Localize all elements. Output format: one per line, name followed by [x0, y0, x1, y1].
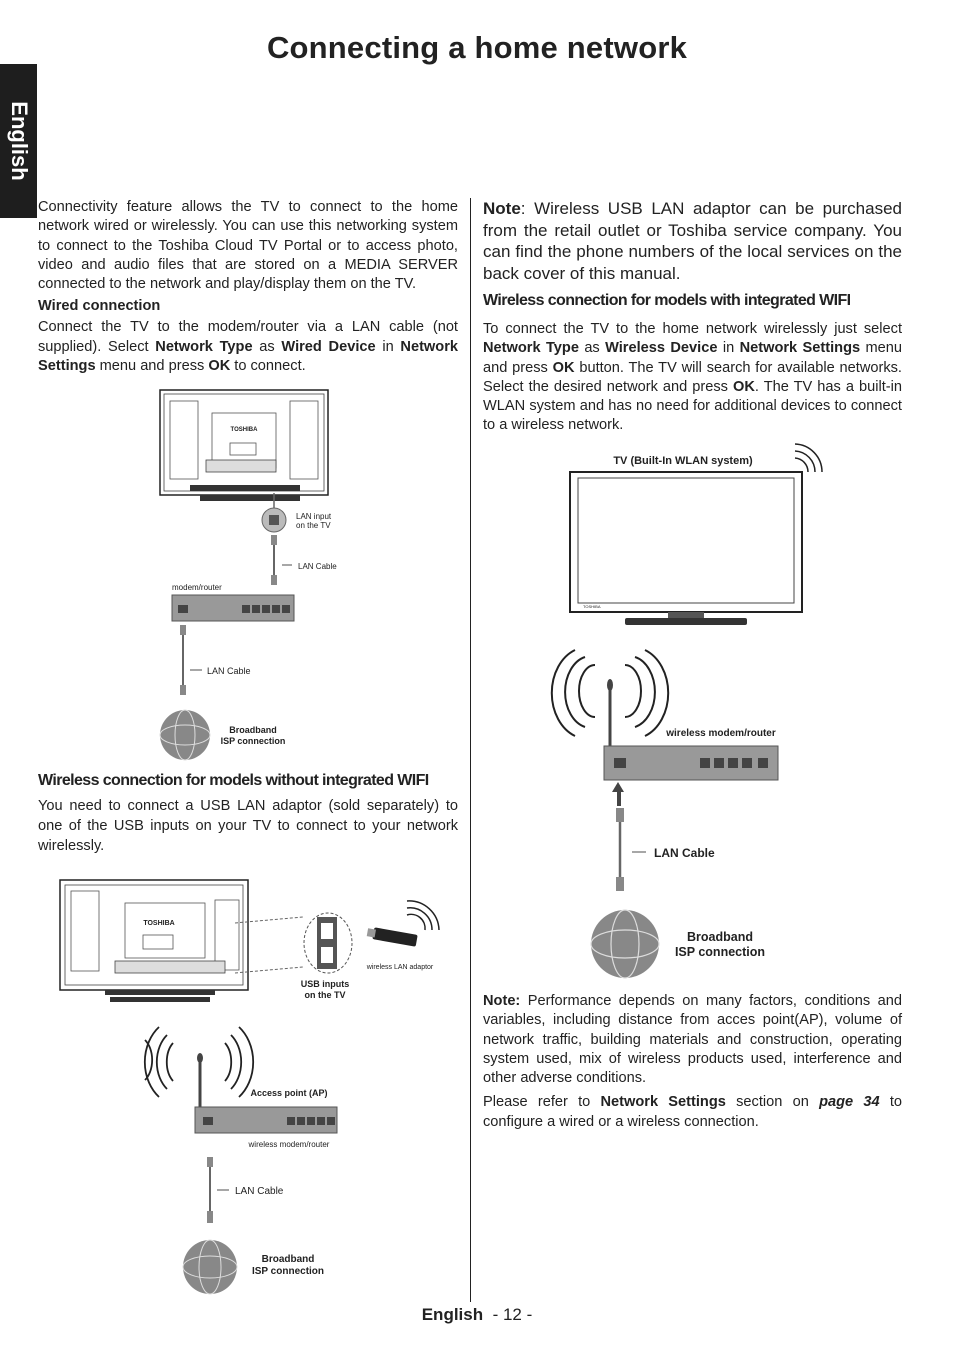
broadband-label: Broadband — [261, 1254, 315, 1265]
lan-cable — [612, 782, 624, 891]
globe-icon — [183, 1240, 237, 1294]
tv-brand-label: TOSHIBA — [230, 427, 258, 433]
usb-inputs-label-2: on the TV — [304, 990, 346, 1000]
wireless-without-wifi-heading: Wireless connection for models without integrated WIFI — [38, 772, 429, 789]
lan-cable-label: LAN Cable — [235, 1186, 284, 1197]
modem-router-label: modem/router — [172, 583, 222, 592]
right-column-lower — [483, 992, 902, 1132]
refer-paragraph: Please refer to Network Settings section on page 34 to configure a wired or a wireless connection. — [483, 1094, 902, 1130]
lan-cable-top-label: LAN Cable — [298, 562, 337, 571]
access-point-label: Access point (AP) — [250, 1088, 328, 1098]
lan-input-label-2: on the TV — [296, 521, 331, 530]
isp-connection-label: ISP connection — [220, 736, 286, 746]
tv-front-illustration — [570, 472, 802, 625]
wired-paragraph: Connect the TV to the modem/router via a LAN cable (not supplied). Select Network Type as Wired Device in Network Settings menu and press OK to connect. — [38, 319, 458, 375]
page-title: Connecting a home network — [266, 30, 688, 65]
wired-connection-diagram — [150, 385, 340, 765]
lan-cable-bottom — [180, 625, 186, 695]
modem-router-illustration — [172, 595, 294, 621]
wireless-with-wifi-heading: Wireless connection for models with integrated WIFI — [483, 292, 851, 309]
right-column — [483, 198, 902, 436]
wireless-lan-adaptor-label: wireless LAN adaptor — [366, 964, 434, 971]
wireless-modem-label: wireless modem/router — [666, 728, 776, 739]
broadband-label: Broadband — [687, 930, 753, 944]
isp-connection-label: ISP connection — [251, 1266, 325, 1277]
lan-input-label: LAN input — [296, 512, 332, 521]
wireless-adaptor-diagram — [55, 875, 455, 1300]
column-divider — [470, 198, 471, 1302]
left-column — [38, 198, 458, 376]
lan-cable-bottom-label: LAN Cable — [207, 666, 251, 676]
lan-cable-top — [271, 535, 277, 585]
wireless-with-wifi-paragraph: To connect the TV to the home network wirelessly just select Network Type as Wireless Device in Network Settings menu and press OK button. The TV will search for available networks. Select the desired network and press OK. The TV has a built-in WLAN system and has no need for additional devices to connect to a wireless network. — [483, 321, 902, 434]
usb-inputs-label: USB inputs — [300, 979, 350, 989]
lan-port-icon — [269, 515, 279, 525]
wireless-modem-illustration — [604, 746, 778, 780]
side-tab-label: English — [6, 101, 32, 181]
wireless-builtin-diagram — [540, 440, 840, 990]
tv-brand-label: TOSHIBA — [143, 920, 175, 927]
tv-brand-label: TOSHIBA — [583, 604, 601, 609]
performance-note-paragraph: Note: Performance depends on many factors, conditions and variables, including distance from acces point(AP), volume of network traffic, building materials and construction, operating system used, mix of wireless products used, interference and other adverse conditions. — [483, 993, 902, 1087]
broadband-label: Broadband — [229, 725, 277, 735]
usb-port-zoom — [304, 913, 352, 973]
wireless-modem-illustration — [195, 1107, 337, 1133]
wired-heading: Wired connection — [38, 298, 161, 315]
left-column-lower — [38, 772, 458, 856]
language-side-tab — [0, 64, 37, 218]
intro-paragraph: Connectivity feature allows the TV to connect to the home network wired or wirelessly. You can use this networking system to connect to the Toshiba Cloud TV Portal or to access photo, video and audio files that are stored on a MEDIA SERVER connected to the network and play/display them on the TV. — [38, 199, 458, 293]
wireless-modem-label: wireless modem/router — [248, 1140, 330, 1149]
note-paragraph: Note: Wireless USB LAN adaptor can be purchased from the retail outlet or Toshiba service company. You can find the phone numbers of the local services on the back cover of this manual. — [483, 199, 902, 283]
usb-adaptor-icon — [367, 901, 439, 947]
wifi-signal-icon — [795, 444, 822, 472]
tv-back-illustration — [60, 880, 248, 1002]
tv-builtin-wlan-label: TV (Built-In WLAN system) — [613, 455, 753, 467]
page-footer — [0, 1305, 954, 1325]
wireless-without-wifi-paragraph: You need to connect a USB LAN adaptor (sold separately) to one of the USB inputs on your TV to connect to your network wirelessly. — [38, 798, 458, 854]
lan-cable — [207, 1157, 213, 1223]
footer-language: English — [421, 1305, 484, 1324]
footer-page-number: - 12 - — [492, 1305, 533, 1324]
isp-connection-label: ISP connection — [674, 945, 766, 959]
lan-cable-label: LAN Cable — [654, 846, 715, 860]
globe-icon — [591, 910, 659, 978]
globe-icon — [160, 710, 210, 760]
tv-back-illustration — [160, 390, 328, 501]
